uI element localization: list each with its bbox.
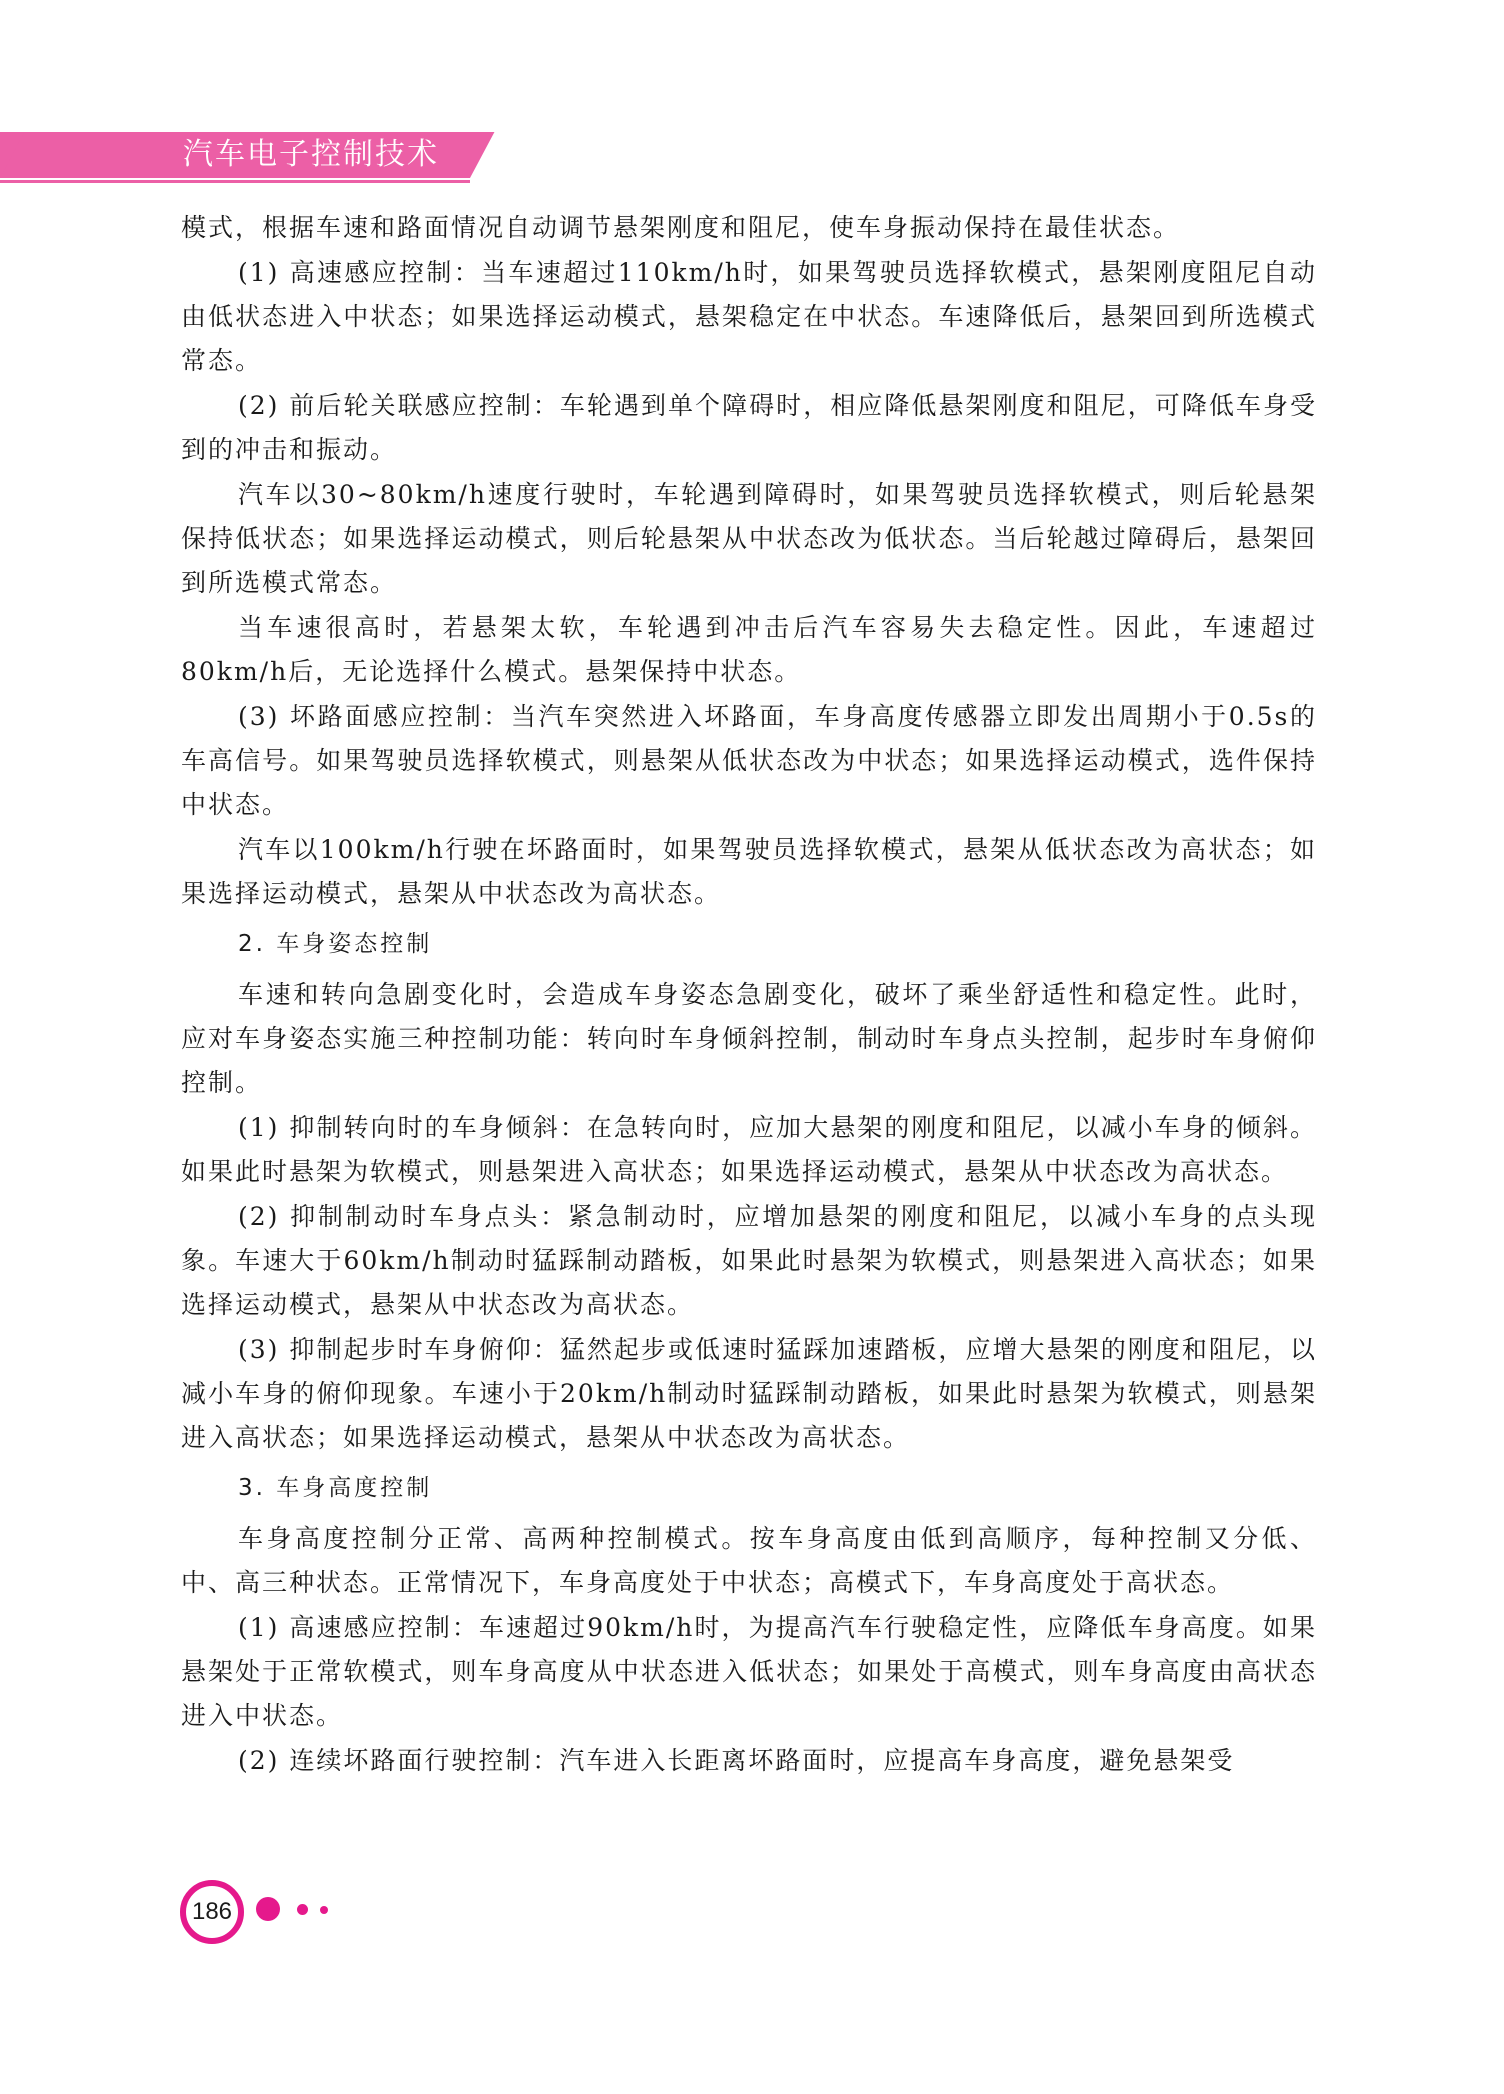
paragraph: (2) 前后轮关联感应控制：车轮遇到单个障碍时，相应降低悬架刚度和阻尼，可降低车身受到的冲击和振动。 [181,391,1317,464]
paragraph: (1) 高速感应控制：当车速超过110km/h时，如果驾驶员选择软模式，悬架刚度阻尼自动由低状态进入中状态；如果选择运动模式，悬架稳定在中状态。车速降低后，悬架回到所选模式常态。 [181,258,1317,375]
section-heading: 3. 车身高度控制 [238,1475,433,1501]
footer-dot-small [320,1906,328,1914]
paragraph: (1) 抑制转向时的车身倾斜：在急转向时，应加大悬架的刚度和阻尼，以减小车身的倾斜。如果此时悬架为软模式，则悬架进入高状态；如果选择运动模式，悬架从中状态改为高状态。 [181,1113,1317,1186]
footer-dot-large [256,1897,280,1921]
section-heading: 2. 车身姿态控制 [238,931,433,957]
paragraph: (2) 连续坏路面行驶控制：汽车进入长距离坏路面时，应提高车身高度，避免悬架受 [238,1746,1235,1775]
paragraph: (2) 抑制制动时车身点头：紧急制动时，应增加悬架的刚度和阻尼，以减小车身的点头现象。车速大于60km/h制动时猛踩制动踏板，如果此时悬架为软模式，则悬架进入高状态；如果选择运动模式，悬架从中状态改为高状态。 [181,1202,1317,1319]
paragraph: 模式，根据车速和路面情况自动调节悬架刚度和阻尼，使车身振动保持在最佳状态。 [181,213,1181,242]
paragraph: 当车速很高时，若悬架太软，车轮遇到冲击后汽车容易失去稳定性。因此，车速超过80km/h后，无论选择什么模式。悬架保持中状态。 [181,613,1317,686]
paragraph: (3) 抑制起步时车身俯仰：猛然起步或低速时猛踩加速踏板，应增大悬架的刚度和阻尼，以减小车身的俯仰现象。车速小于20km/h制动时猛踩制动踏板，如果此时悬架为软模式，则悬架进入高状态；如果选择运动模式，悬架从中状态改为高状态。 [181,1335,1317,1452]
page-number [180,1880,244,1944]
header-rule [0,180,470,183]
body-text [181,206,1317,1784]
paragraph: (3) 坏路面感应控制：当汽车突然进入坏路面，车身高度传感器立即发出周期小于0.5s的车高信号。如果驾驶员选择软模式，则悬架从低状态改为中状态；如果选择运动模式，选件保持中状态。 [181,702,1317,819]
footer-dot-medium [297,1904,308,1915]
paragraph: 汽车以30~80km/h速度行驶时，车轮遇到障碍时，如果驾驶员选择软模式，则后轮悬架保持低状态；如果选择运动模式，则后轮悬架从中状态改为低状态。当后轮越过障碍后，悬架回到所选模式常态。 [181,480,1317,597]
running-header-title: 汽车电子控制技术 [183,137,439,172]
paragraph: 汽车以100km/h行驶在坏路面时，如果驾驶员选择软模式，悬架从低状态改为高状态；如果选择运动模式，悬架从中状态改为高状态。 [181,835,1317,908]
paragraph: (1) 高速感应控制：车速超过90km/h时，为提高汽车行驶稳定性，应降低车身高度。如果悬架处于正常软模式，则车身高度从中状态进入低状态；如果处于高模式，则车身高度由高状态进入中状态。 [181,1613,1317,1730]
paragraph: 车身高度控制分正常、高两种控制模式。按车身高度由低到高顺序，每种控制又分低、中、高三种状态。正常情况下，车身高度处于中状态；高模式下，车身高度处于高状态。 [181,1524,1317,1597]
page-number-label: 186 [191,1898,233,1925]
paragraph: 车速和转向急剧变化时，会造成车身姿态急剧变化，破坏了乘坐舒适性和稳定性。此时，应对车身姿态实施三种控制功能：转向时车身倾斜控制，制动时车身点头控制，起步时车身俯仰控制。 [181,980,1317,1097]
